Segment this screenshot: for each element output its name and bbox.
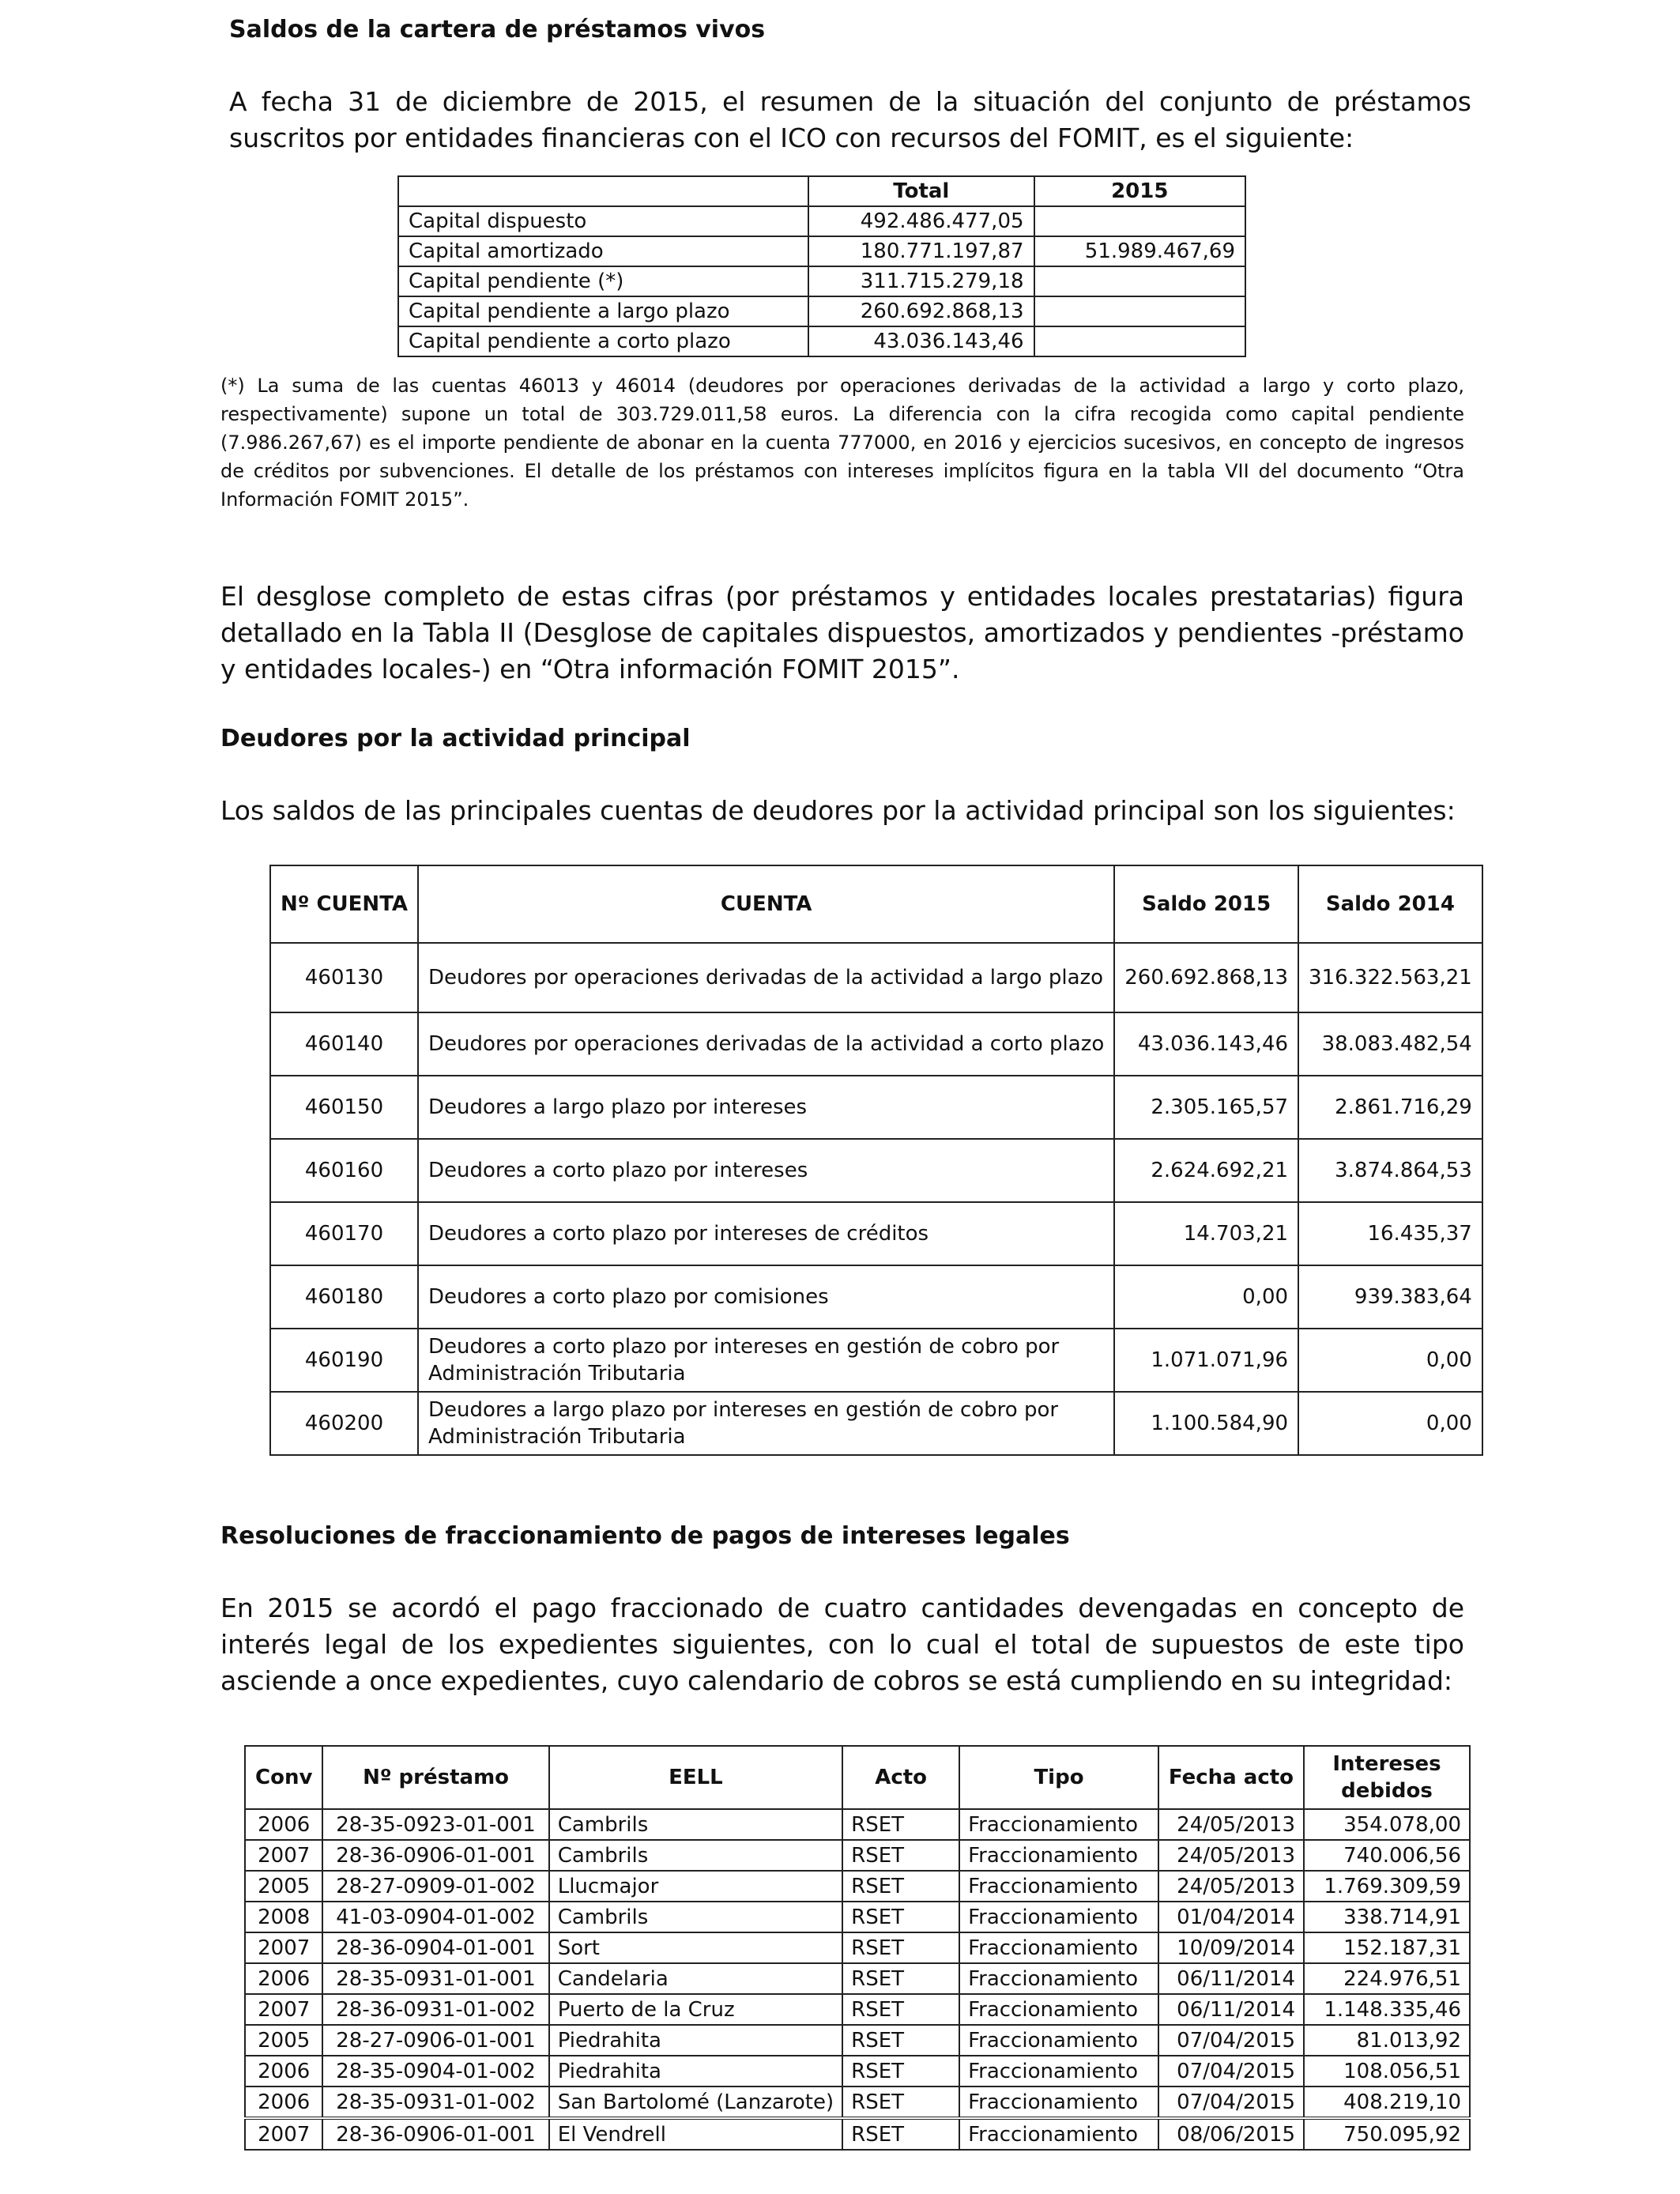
- cell-tipo: Fraccionamiento: [959, 1932, 1158, 1963]
- table-row: [245, 1871, 1470, 1902]
- table-row: [270, 943, 1482, 1012]
- cell-acto: RSET: [842, 1809, 959, 1840]
- column-header-fecha-acto: Fecha acto: [1158, 1746, 1304, 1809]
- cell-saldo-2015: 260.692.868,13: [1114, 943, 1298, 1012]
- cell-tipo: Fraccionamiento: [959, 2025, 1158, 2056]
- table-row: [398, 236, 1245, 266]
- cell-tipo: Fraccionamiento: [959, 1871, 1158, 1902]
- cell-conv: 2008: [245, 1902, 322, 1932]
- table-row: [270, 1265, 1482, 1329]
- table-row: [270, 1076, 1482, 1139]
- row-label: Capital dispuesto: [398, 206, 808, 236]
- cell-fecha-acto: 07/04/2015: [1158, 2025, 1304, 2056]
- cell-acto: RSET: [842, 1994, 959, 2025]
- cell-acto: RSET: [842, 2025, 959, 2056]
- cell-cuenta: Deudores a corto plazo por intereses: [418, 1139, 1114, 1202]
- table-row: [245, 2056, 1470, 2087]
- cell-fecha-acto: 07/04/2015: [1158, 2056, 1304, 2087]
- cell-conv: 2007: [245, 1932, 322, 1963]
- cell-conv: 2006: [245, 2087, 322, 2118]
- column-header-numero-cuenta: Nº CUENTA: [270, 865, 418, 943]
- section-heading-fraccionamiento: Resoluciones de fraccionamiento de pagos de intereses legales: [220, 1522, 1070, 1550]
- cell-conv: 2005: [245, 2025, 322, 2056]
- cell-saldo-2015: 1.071.071,96: [1114, 1329, 1298, 1392]
- table-row: [245, 1840, 1470, 1871]
- cell-eell: Cambrils: [549, 1809, 842, 1840]
- cell-numero-prestamo: 28-36-0906-01-001: [322, 2118, 548, 2150]
- cell-cuenta: Deudores por operaciones derivadas de la actividad a corto plazo: [418, 1012, 1114, 1076]
- cell-fecha-acto: 06/11/2014: [1158, 1963, 1304, 1994]
- cell-total: 260.692.868,13: [808, 296, 1034, 326]
- table-row: [245, 2118, 1470, 2150]
- column-header-intereses-debidos: Intereses debidos: [1304, 1746, 1470, 1809]
- row-label: Capital pendiente (*): [398, 266, 808, 296]
- row-label: Capital pendiente a corto plazo: [398, 326, 808, 356]
- cell-intereses-debidos: 81.013,92: [1304, 2025, 1470, 2056]
- cell-saldo-2014: 3.874.864,53: [1298, 1139, 1482, 1202]
- cell-cuenta: Deudores a largo plazo por intereses en gestión de cobro por Administración Tributaria: [418, 1392, 1114, 1455]
- cell-numero-prestamo: 28-27-0906-01-001: [322, 2025, 548, 2056]
- cell-eell: Piedrahita: [549, 2025, 842, 2056]
- cell-conv: 2006: [245, 1809, 322, 1840]
- table-row: [245, 1994, 1470, 2025]
- cell-tipo: Fraccionamiento: [959, 2087, 1158, 2118]
- cell-saldo-2014: 16.435,37: [1298, 1202, 1482, 1265]
- cell-fecha-acto: 01/04/2014: [1158, 1902, 1304, 1932]
- cell-acto: RSET: [842, 1871, 959, 1902]
- table-row: [398, 266, 1245, 296]
- cell-acto: RSET: [842, 1932, 959, 1963]
- cell-saldo-2015: 14.703,21: [1114, 1202, 1298, 1265]
- cell-2015: [1034, 326, 1245, 356]
- cell-fecha-acto: 08/06/2015: [1158, 2118, 1304, 2150]
- cell-tipo: Fraccionamiento: [959, 1809, 1158, 1840]
- cell-numero-cuenta: 460170: [270, 1202, 418, 1265]
- table-row: [398, 296, 1245, 326]
- cell-tipo: Fraccionamiento: [959, 1840, 1158, 1871]
- deudores-table: [269, 865, 1483, 1456]
- cell-intereses-debidos: 152.187,31: [1304, 1932, 1470, 1963]
- cell-numero-prestamo: 28-35-0904-01-002: [322, 2056, 548, 2087]
- table-header-row: [398, 176, 1245, 206]
- column-header-numero-prestamo: Nº préstamo: [322, 1746, 548, 1809]
- cell-saldo-2015: 2.624.692,21: [1114, 1139, 1298, 1202]
- cartera-intro-paragraph: A fecha 31 de diciembre de 2015, el resumen de la situación del conjunto de préstamos suscritos por entidades financieras con el ICO con recursos del FOMIT, es el siguiente:: [229, 86, 1471, 153]
- column-header-cuenta: CUENTA: [418, 865, 1114, 943]
- column-header-2015: 2015: [1034, 176, 1245, 206]
- table-header-row: [245, 1746, 1470, 1809]
- table-row: [245, 1902, 1470, 1932]
- column-header-saldo-2014: Saldo 2014: [1298, 865, 1482, 943]
- cell-saldo-2014: 0,00: [1298, 1392, 1482, 1455]
- cell-intereses-debidos: 354.078,00: [1304, 1809, 1470, 1840]
- cell-numero-cuenta: 460180: [270, 1265, 418, 1329]
- column-header-saldo-2015: Saldo 2015: [1114, 865, 1298, 943]
- table-row: [270, 1329, 1482, 1392]
- table-row: [398, 206, 1245, 236]
- cell-saldo-2015: 1.100.584,90: [1114, 1392, 1298, 1455]
- cell-numero-cuenta: 460160: [270, 1139, 418, 1202]
- cell-fecha-acto: 10/09/2014: [1158, 1932, 1304, 1963]
- cell-conv: 2007: [245, 1994, 322, 2025]
- cell-intereses-debidos: 224.976,51: [1304, 1963, 1470, 1994]
- cell-numero-cuenta: 460150: [270, 1076, 418, 1139]
- row-label: Capital amortizado: [398, 236, 808, 266]
- cell-numero-prestamo: 28-36-0906-01-001: [322, 1840, 548, 1871]
- cell-fecha-acto: 06/11/2014: [1158, 1994, 1304, 2025]
- cell-acto: RSET: [842, 2087, 959, 2118]
- cell-cuenta: Deudores por operaciones derivadas de la actividad a largo plazo: [418, 943, 1114, 1012]
- cell-saldo-2014: 316.322.563,21: [1298, 943, 1482, 1012]
- cartera-footnote: (*) La suma de las cuentas 46013 y 46014 (deudores por operaciones derivadas de la actividad a largo y corto plazo, respectivamente) supone un total de 303.729.011,58 euros. La diferencia con la cifra recogida como capital pendiente (7.986.267,67) es el importe pendiente de abonar en la cuenta 777000, en 2016 y ejercicios sucesivos, en concepto de ingresos de créditos por subvenciones. El detalle de los préstamos con intereses implícitos figura en la tabla VII del documento “Otra Información FOMIT 2015”.: [220, 375, 1464, 511]
- cell-tipo: Fraccionamiento: [959, 2056, 1158, 2087]
- cell-numero-cuenta: 460140: [270, 1012, 418, 1076]
- cell-saldo-2014: 38.083.482,54: [1298, 1012, 1482, 1076]
- cell-total: 180.771.197,87: [808, 236, 1034, 266]
- cell-fecha-acto: 07/04/2015: [1158, 2087, 1304, 2118]
- cell-eell: El Vendrell: [549, 2118, 842, 2150]
- cell-tipo: Fraccionamiento: [959, 1994, 1158, 2025]
- table-row: [245, 1809, 1470, 1840]
- desglose-paragraph: El desglose completo de estas cifras (por préstamos y entidades locales prestatarias) figura detallado en la Tabla II (Desglose de capitales dispuestos, amortizados y pendientes -préstamo y entidades locales-) en “Otra información FOMIT 2015”.: [220, 581, 1464, 684]
- cell-saldo-2014: 0,00: [1298, 1329, 1482, 1392]
- cell-numero-prestamo: 28-35-0923-01-001: [322, 1809, 548, 1840]
- cell-acto: RSET: [842, 2056, 959, 2087]
- cell-saldo-2015: 0,00: [1114, 1265, 1298, 1329]
- table-header-row: [270, 865, 1482, 943]
- cell-numero-prestamo: 28-35-0931-01-002: [322, 2087, 548, 2118]
- cell-total: 43.036.143,46: [808, 326, 1034, 356]
- cell-eell: Cambrils: [549, 1840, 842, 1871]
- cell-eell: Cambrils: [549, 1902, 842, 1932]
- cell-2015: [1034, 296, 1245, 326]
- cell-eell: Llucmajor: [549, 1871, 842, 1902]
- cell-fecha-acto: 24/05/2013: [1158, 1840, 1304, 1871]
- cell-numero-cuenta: 460200: [270, 1392, 418, 1455]
- cell-fecha-acto: 24/05/2013: [1158, 1871, 1304, 1902]
- cell-eell: Piedrahita: [549, 2056, 842, 2087]
- cell-intereses-debidos: 108.056,51: [1304, 2056, 1470, 2087]
- table-row: [270, 1392, 1482, 1455]
- cell-eell: Puerto de la Cruz: [549, 1994, 842, 2025]
- cell-eell: San Bartolomé (Lanzarote): [549, 2087, 842, 2118]
- cell-saldo-2015: 43.036.143,46: [1114, 1012, 1298, 1076]
- deudores-intro-paragraph: Los saldos de las principales cuentas de deudores por la actividad principal son los siguientes:: [220, 795, 1456, 826]
- cell-cuenta: Deudores a corto plazo por comisiones: [418, 1265, 1114, 1329]
- cell-acto: RSET: [842, 1902, 959, 1932]
- cell-saldo-2014: 939.383,64: [1298, 1265, 1482, 1329]
- cell-2015: 51.989.467,69: [1034, 236, 1245, 266]
- fraccionamiento-table: [244, 1745, 1471, 2151]
- column-header-acto: Acto: [842, 1746, 959, 1809]
- cell-intereses-debidos: 338.714,91: [1304, 1902, 1470, 1932]
- cell-acto: RSET: [842, 2118, 959, 2150]
- cell-numero-cuenta: 460190: [270, 1329, 418, 1392]
- cell-saldo-2015: 2.305.165,57: [1114, 1076, 1298, 1139]
- cell-intereses-debidos: 750.095,92: [1304, 2118, 1470, 2150]
- table-row: [245, 2025, 1470, 2056]
- cartera-summary-table: [397, 175, 1246, 357]
- column-header-conv: Conv: [245, 1746, 322, 1809]
- cell-fecha-acto: 24/05/2013: [1158, 1809, 1304, 1840]
- cell-cuenta: Deudores a corto plazo por intereses en gestión de cobro por Administración Tributaria: [418, 1329, 1114, 1392]
- table-row: [245, 2087, 1470, 2118]
- cell-conv: 2007: [245, 2118, 322, 2150]
- cell-eell: Sort: [549, 1932, 842, 1963]
- section-heading-deudores: Deudores por la actividad principal: [220, 725, 691, 752]
- cell-tipo: Fraccionamiento: [959, 1902, 1158, 1932]
- table-row: [245, 1963, 1470, 1994]
- cell-numero-prestamo: 28-36-0931-01-002: [322, 1994, 548, 2025]
- table-row: [270, 1202, 1482, 1265]
- cell-eell: Candelaria: [549, 1963, 842, 1994]
- cell-total: 311.715.279,18: [808, 266, 1034, 296]
- table-row: [398, 326, 1245, 356]
- cell-intereses-debidos: 1.769.309,59: [1304, 1871, 1470, 1902]
- cell-saldo-2014: 2.861.716,29: [1298, 1076, 1482, 1139]
- cell-intereses-debidos: 740.006,56: [1304, 1840, 1470, 1871]
- cell-intereses-debidos: 1.148.335,46: [1304, 1994, 1470, 2025]
- table-row: [245, 1932, 1470, 1963]
- cell-2015: [1034, 266, 1245, 296]
- fraccionamiento-intro-paragraph: En 2015 se acordó el pago fraccionado de cuatro cantidades devengadas en concepto de interés legal de los expedientes siguientes, con lo cual el total de supuestos de este tipo asciende a once expedientes, cuyo calendario de cobros se está cumpliendo en su integridad:: [220, 1593, 1464, 1696]
- cell-numero-cuenta: 460130: [270, 943, 418, 1012]
- row-label: Capital pendiente a largo plazo: [398, 296, 808, 326]
- table-row: [270, 1139, 1482, 1202]
- cell-intereses-debidos: 408.219,10: [1304, 2087, 1470, 2118]
- cell-acto: RSET: [842, 1963, 959, 1994]
- cell-tipo: Fraccionamiento: [959, 2118, 1158, 2150]
- cell-numero-prestamo: 41-03-0904-01-002: [322, 1902, 548, 1932]
- section-heading-cartera: Saldos de la cartera de préstamos vivos: [229, 16, 766, 43]
- column-header-eell: EELL: [549, 1746, 842, 1809]
- column-header-total: Total: [808, 176, 1034, 206]
- column-header-label: [398, 176, 808, 206]
- cell-total: 492.486.477,05: [808, 206, 1034, 236]
- cell-conv: 2007: [245, 1840, 322, 1871]
- cell-acto: RSET: [842, 1840, 959, 1871]
- cell-conv: 2006: [245, 2056, 322, 2087]
- cell-tipo: Fraccionamiento: [959, 1963, 1158, 1994]
- table-row: [270, 1012, 1482, 1076]
- cell-2015: [1034, 206, 1245, 236]
- cell-numero-prestamo: 28-27-0909-01-002: [322, 1871, 548, 1902]
- cell-cuenta: Deudores a corto plazo por intereses de créditos: [418, 1202, 1114, 1265]
- cell-cuenta: Deudores a largo plazo por intereses: [418, 1076, 1114, 1139]
- cell-conv: 2005: [245, 1871, 322, 1902]
- cell-numero-prestamo: 28-36-0904-01-001: [322, 1932, 548, 1963]
- cell-conv: 2006: [245, 1963, 322, 1994]
- column-header-tipo: Tipo: [959, 1746, 1158, 1809]
- cell-numero-prestamo: 28-35-0931-01-001: [322, 1963, 548, 1994]
